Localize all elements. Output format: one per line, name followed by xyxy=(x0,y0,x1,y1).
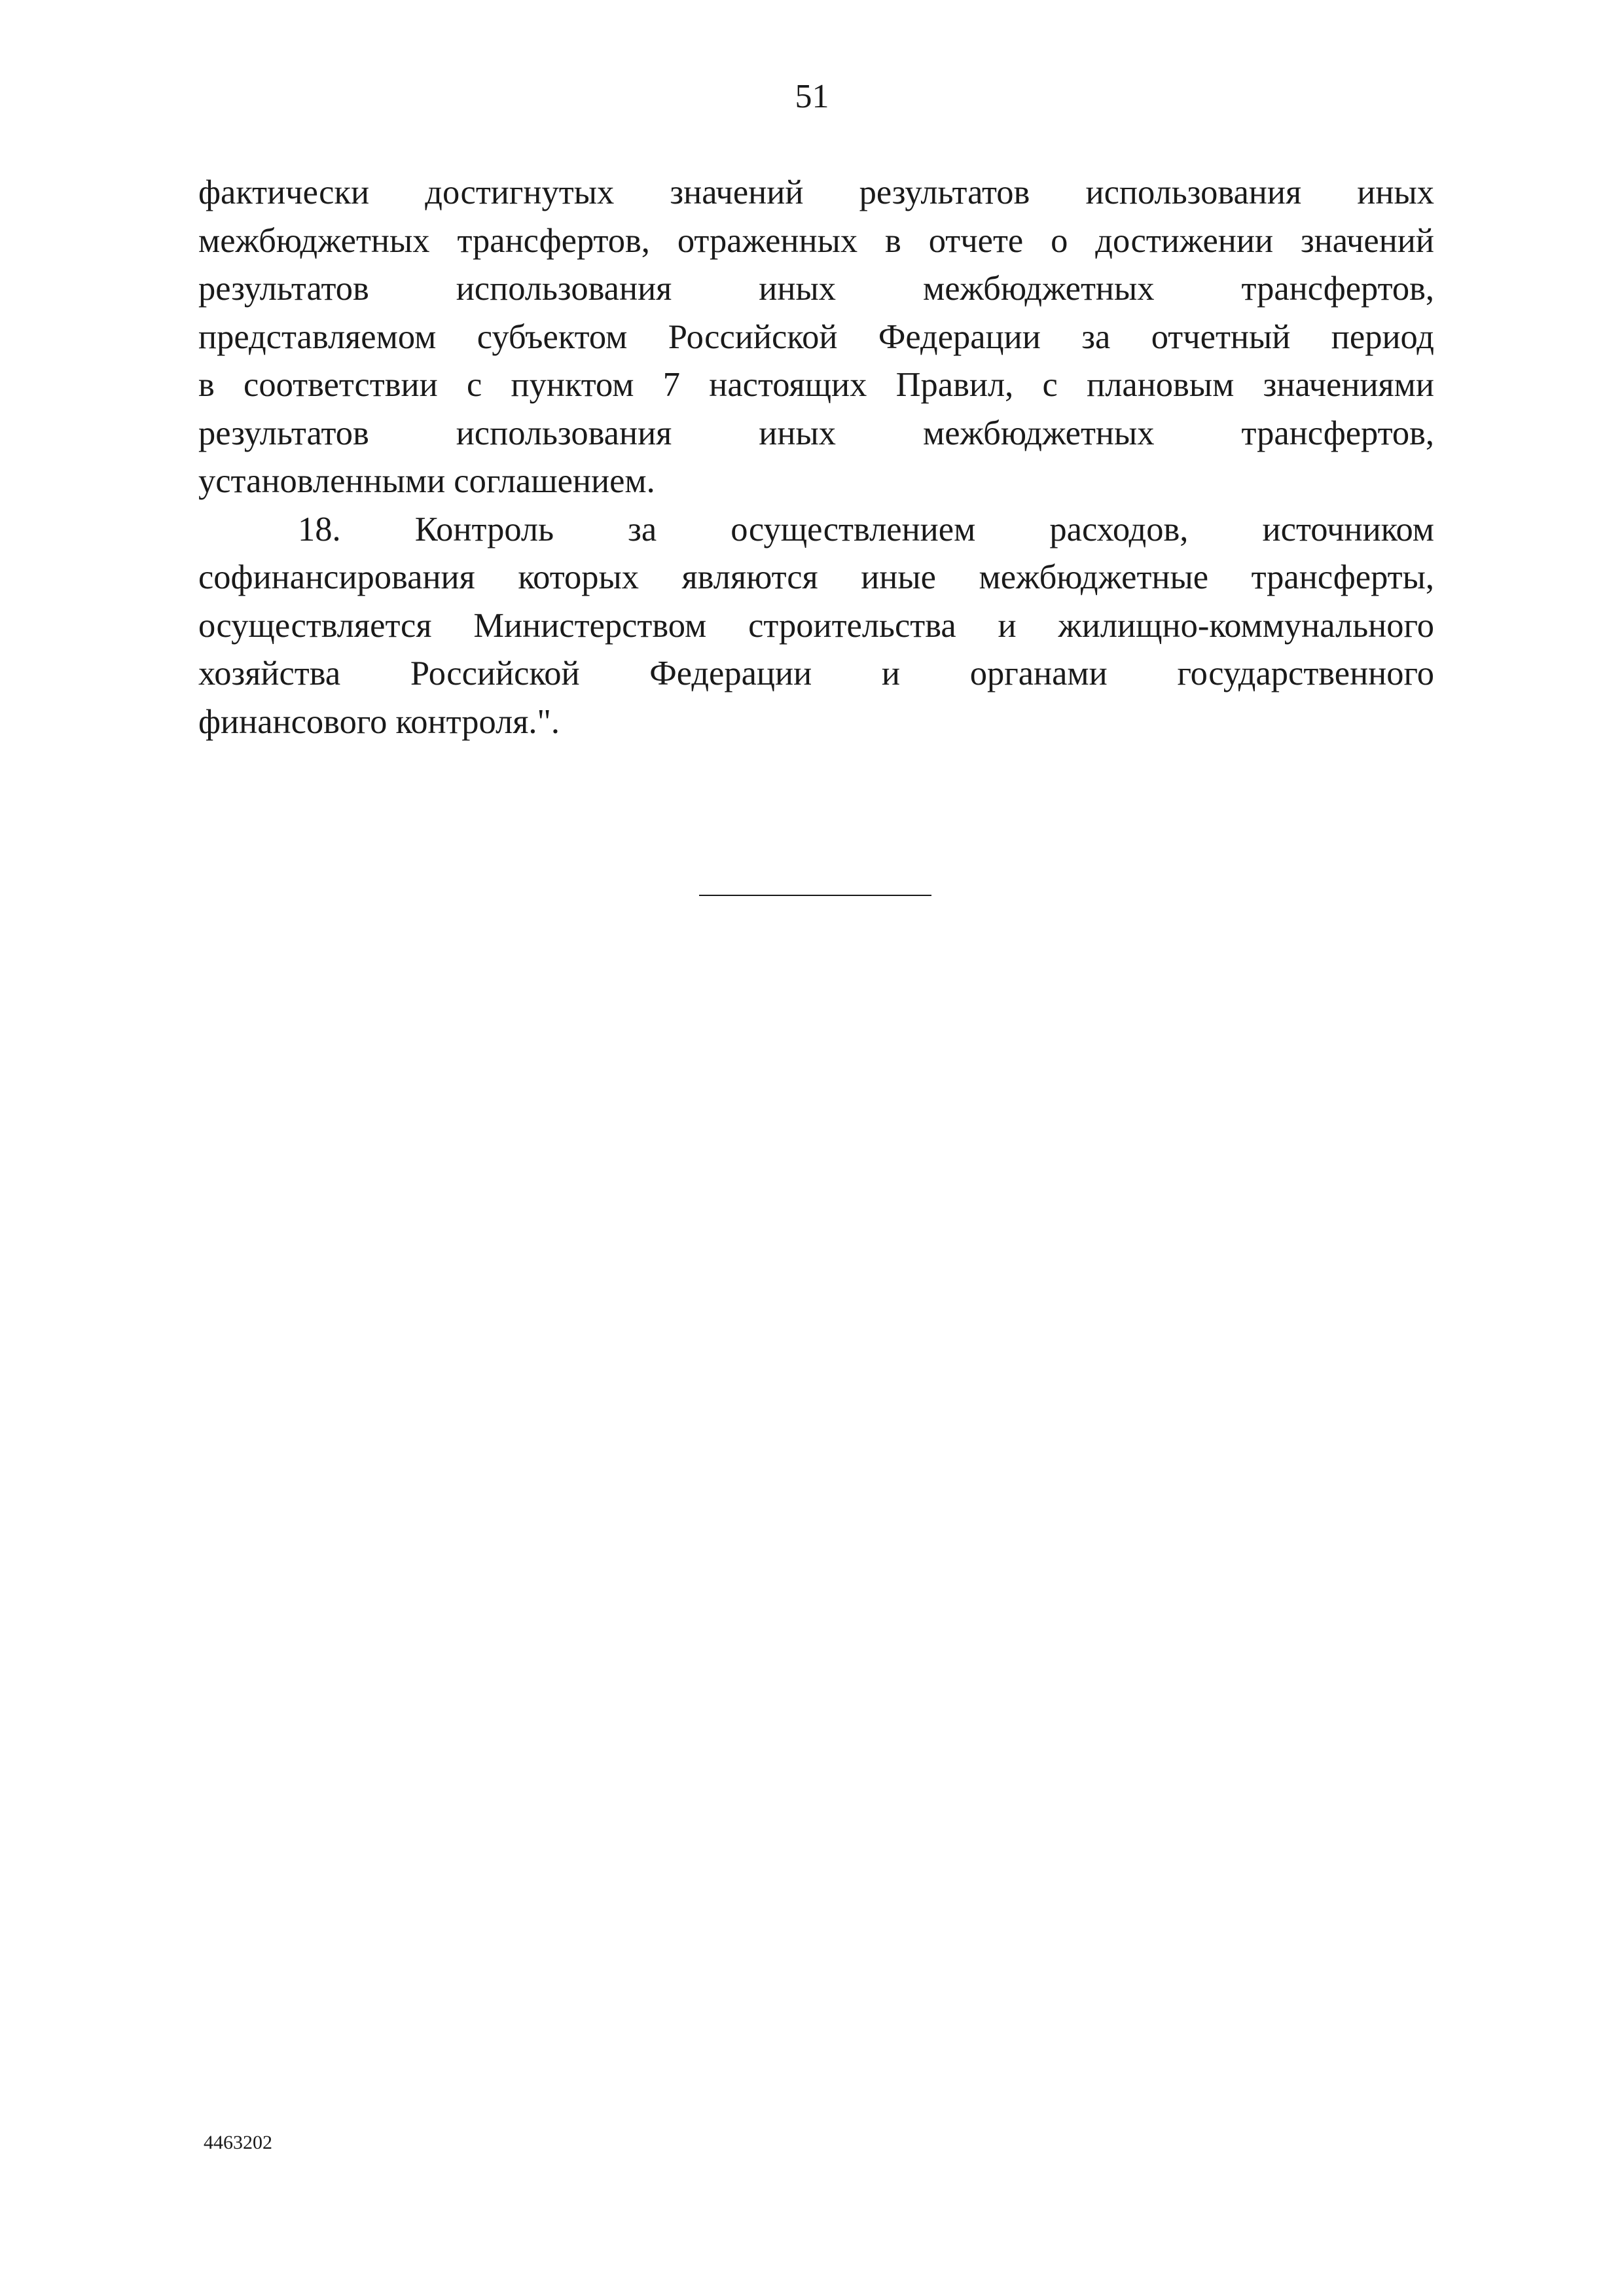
paragraph-17-continuation xyxy=(198,169,1434,506)
text-line: софинансирования которых являются иные межбюджетные трансферты, xyxy=(198,558,1434,596)
document-code: 4463202 xyxy=(204,2132,272,2153)
text-line: хозяйства Российской Федерации и органами государственного xyxy=(198,655,1434,692)
text-line: представляемом субъектом Российской Федерации за отчетный период xyxy=(198,317,1434,356)
paragraph-18 xyxy=(198,506,1434,747)
text-line: результатов использования иных межбюджетных трансфертов, xyxy=(198,414,1434,452)
text-line: фактически достигнутых значений результатов использования иных xyxy=(198,173,1434,211)
document-body xyxy=(198,169,1434,746)
text-line: результатов использования иных межбюджетных трансфертов, xyxy=(198,270,1434,308)
text-line: межбюджетных трансфертов, отраженных в отчете о достижении значений xyxy=(198,221,1434,260)
text-line: установленными соглашением. xyxy=(198,462,655,500)
text-line: в соответствии с пунктом 7 настоящих Правил, с плановым значениями xyxy=(198,366,1434,404)
page-number: 51 xyxy=(795,78,829,115)
closing-rule-divider xyxy=(699,895,931,896)
text-line: осуществляется Министерством строительства и жилищно-коммунального xyxy=(198,606,1434,645)
text-line: 18. Контроль за осуществлением расходов, источником xyxy=(298,510,1434,548)
text-line: финансового контроля.". xyxy=(198,702,560,741)
